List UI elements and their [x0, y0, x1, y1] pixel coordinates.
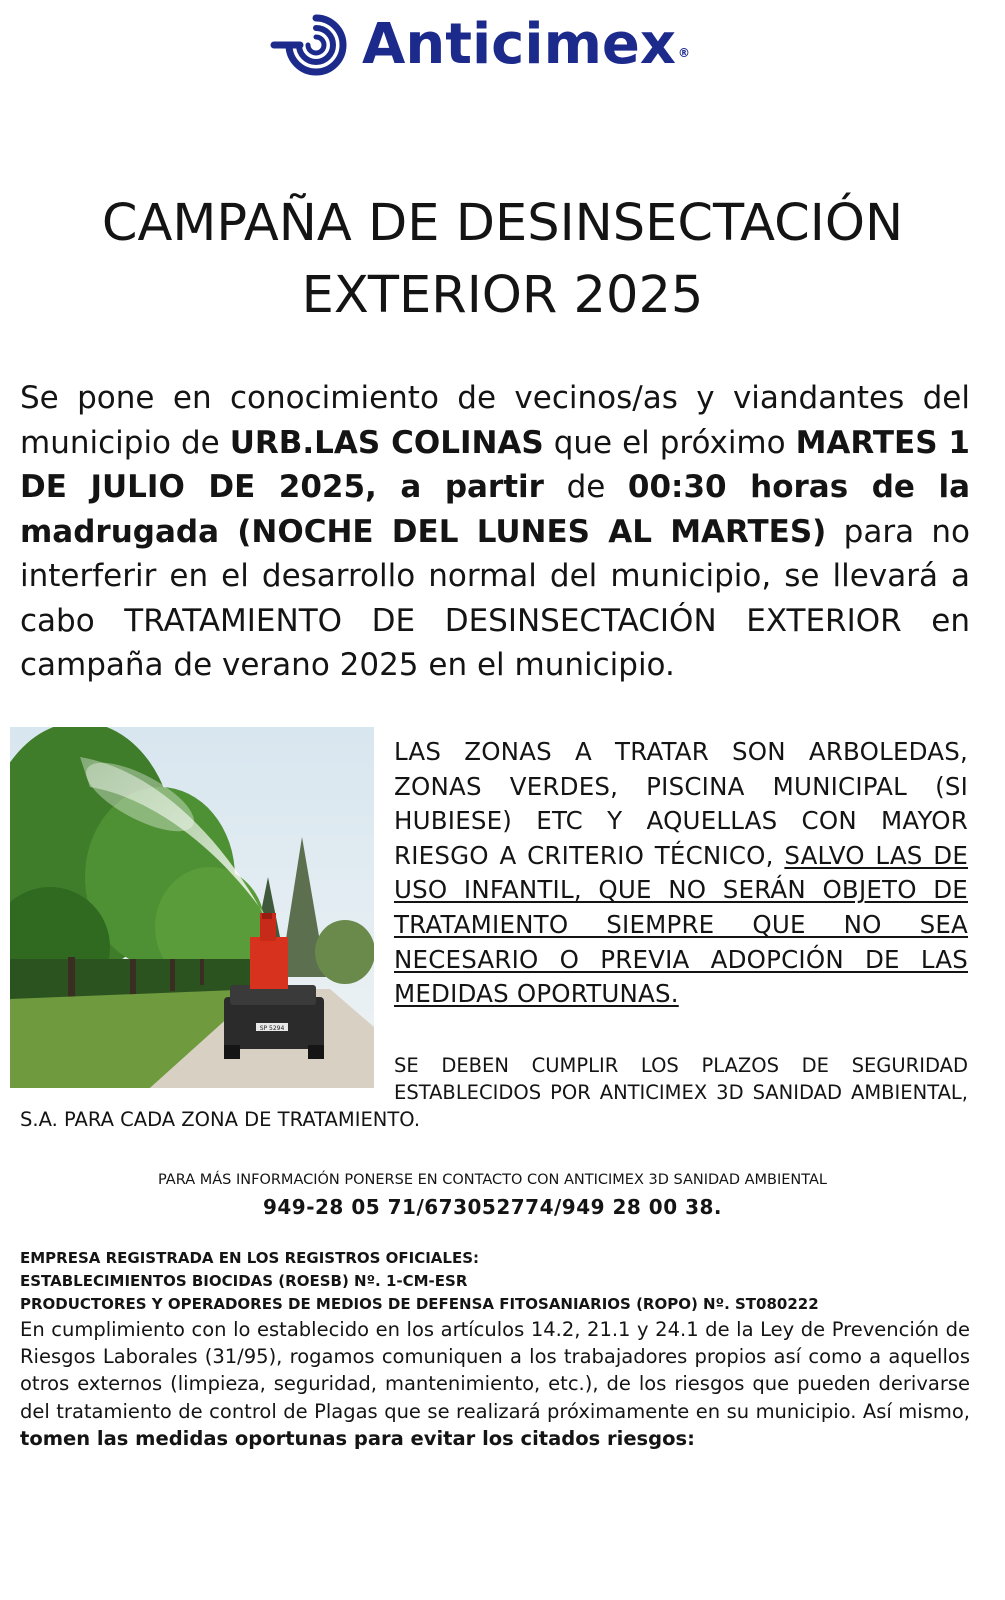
registry-info: EMPRESA REGISTRADA EN LOS REGISTROS OFICIALES: ESTABLECIMIENTOS BIOCIDAS (ROESB) Nº. 1-CM-ESR PRODUCTORES Y OPERADORES DE MEDIOS DE DEFENSA FITOSANIARIOS (ROPO) Nº. ST080222 [20, 1249, 819, 1313]
contact-phones: 949-28 05 71/673052774/949 28 00 38. [262, 1195, 723, 1219]
treatment-time: 00:30 horas de la madrugada (NOCHE DEL LUNES AL MARTES) [20, 469, 970, 550]
anticimex-swirl-logo-icon [270, 12, 352, 78]
brand-name: Anticimex ® [362, 12, 691, 77]
safety-notice-continued: S.A. PARA CADA ZONA DE TRATAMIENTO. [20, 1108, 421, 1131]
legal-paragraph: En cumplimiento con lo establecido en los artículos 14.2, 21.1 y 24.1 de la Ley de Prevención de Riesgos Laborales (31/95), rogamos comuniquen a los trabajadores propios así como a aquellos otros externos (limpieza, seguridad, mantenimiento, etc.), de los riesgos que pueden derivarse del tratamiento de control de Plagas que se realizará próximamente en su municipio. Así mismo, tomen las medidas oportunas para evitar los citados riesgos: [20, 1318, 970, 1450]
treatment-zones-text: LAS ZONAS A TRATAR SON ARBOLEDAS, ZONAS VERDES, PISCINA MUNICIPAL (SI HUBIESE) ETC Y AQUELLAS CON MAYOR RIESGO A CRITERIO TÉCNICO, SALVO LAS DE USO INFANTIL, QUE NO SERÁN OBJETO DE TRATAMIENTO SIEMPRE QUE NO SEA NECESARIO O PREVIA ADOPCIÓN DE LAS MEDIDAS OPORTUNAS. [394, 737, 969, 1009]
safety-notice: SE DEBEN CUMPLIR LOS PLAZOS DE SEGURIDAD ESTABLECIDOS POR ANTICIMEX 3D SANIDAD AMBIENTAL, [394, 1054, 968, 1104]
fumigation-truck-photo [10, 727, 374, 1088]
municipality-name: URB.LAS COLINAS [229, 424, 544, 461]
title-line-1: CAMPAÑA DE DESINSECTACIÓN [101, 194, 904, 253]
anticimex-logo [270, 10, 720, 80]
treatment-date: MARTES 1 DE JULIO DE 2025, a partir [20, 424, 970, 505]
page-title [0, 188, 1005, 332]
announcement-paragraph: Se pone en conocimiento de vecinos/as y viandantes del municipio de URB.LAS COLINAS que el próximo MARTES 1 DE JULIO DE 2025, a partir de 00:30 horas de la madrugada (NOCHE DEL LUNES AL MARTES) para no interferir en el desarrollo normal del municipio, se llevará a cabo TRATAMIENTO DE DESINSECTACIÓN EXTERIOR en campaña de verano 2025 en el municipio. [20, 380, 970, 683]
legal-emphasis: tomen las medidas oportunas para evitar los citados riesgos: [20, 1426, 695, 1450]
contact-label: PARA MÁS INFORMACIÓN PONERSE EN CONTACTO CON ANTICIMEX 3D SANIDAD AMBIENTAL [157, 1172, 828, 1188]
svg-text:SP 5294: SP 5294 [259, 1025, 285, 1032]
title-line-2: EXTERIOR 2025 [301, 266, 704, 325]
